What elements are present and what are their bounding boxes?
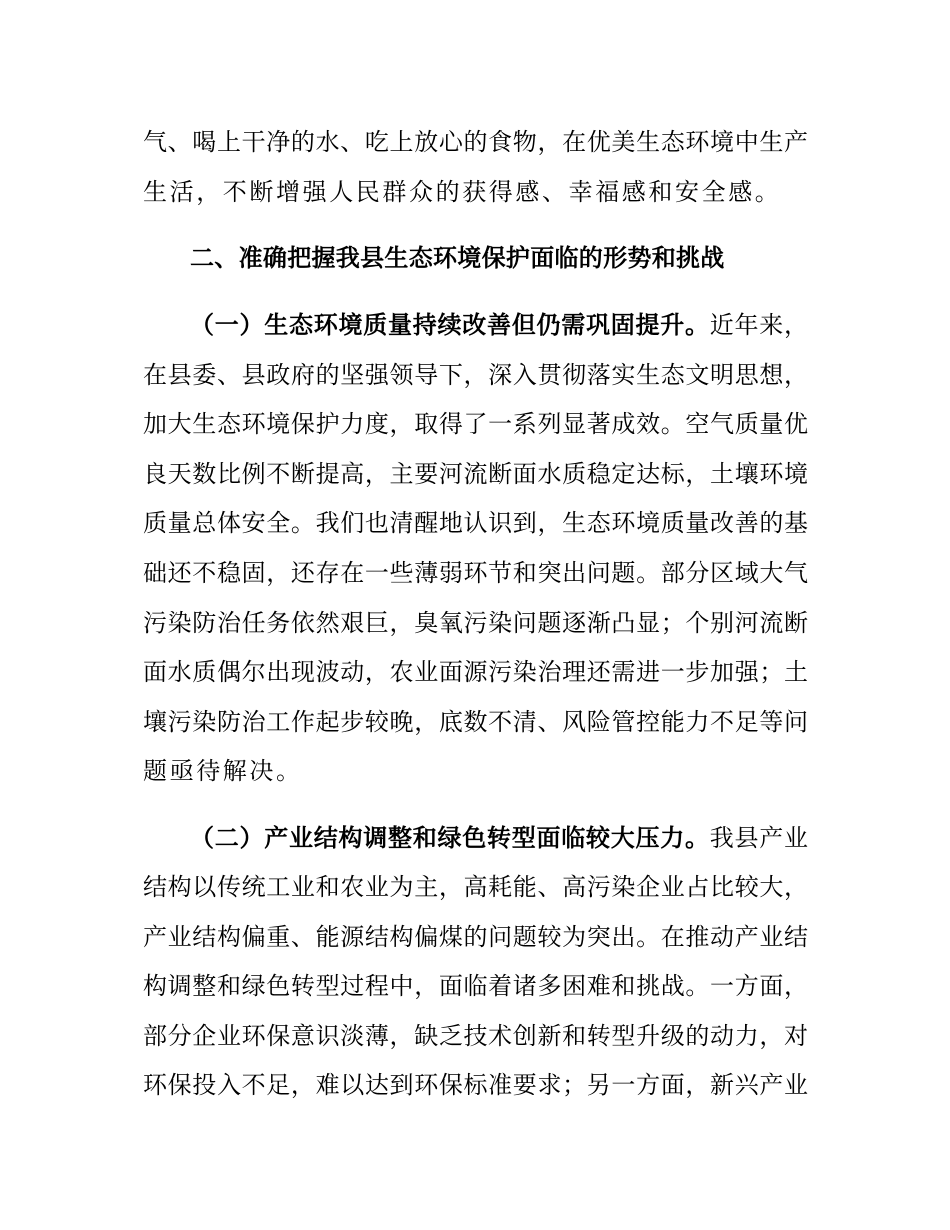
paragraph-line: 污染防治任务依然艰巨，臭氧污染问题逐渐凸显；个别河流断 (143, 609, 808, 637)
paragraph-line: 础还不稳固，还存在一些薄弱环节和突出问题。部分区域大气 (143, 559, 808, 587)
paragraph-line: 在县委、县政府的坚强领导下，深入贯彻落实生态文明思想， (143, 361, 808, 389)
paragraph-line: 环保投入不足，难以达到环保标准要求；另一方面，新兴产业 (143, 1071, 808, 1099)
section-heading: 二、准确把握我县生态环境保护面临的形势和挑战 (190, 243, 725, 272)
subsection-first-line-text: 近年来， (709, 311, 808, 339)
paragraph-line: 部分企业环保意识淡薄，缺乏技术创新和转型升级的动力，对 (143, 1022, 808, 1050)
paragraph-line: 良天数比例不断提高，主要河流断面水质稳定达标，土壤环境 (143, 460, 808, 488)
subsection-title: （二）产业结构调整和绿色转型面临较大压力。 (190, 823, 710, 852)
paragraph-line: 加大生态环境保护力度，取得了一系列显著成效。空气质量优 (143, 410, 808, 438)
paragraph-line: 生活，不断增强人民群众的获得感、幸福感和安全感。 (143, 178, 782, 206)
paragraph-line: 质量总体安全。我们也清醒地认识到，生态环境质量改善的基 (143, 509, 808, 537)
subsection-title: （一）生态环境质量持续改善但仍需巩固提升。 (190, 310, 710, 339)
paragraph-line: 气、喝上干净的水、吃上放心的食物，在优美生态环境中生产 (143, 128, 808, 156)
subsection-first-line-text: 我县产业 (709, 824, 808, 852)
paragraph-line: 壤污染防治工作起步较晚，底数不清、风险管控能力不足等问 (143, 708, 808, 736)
subsection-first-line (190, 818, 808, 858)
paragraph-line: 题亟待解决。 (143, 757, 303, 785)
paragraph-line: 结构以传统工业和农业为主，高耗能、高污染企业占比较大， (143, 873, 808, 901)
paragraph-line: 面水质偶尔出现波动，农业面源污染治理还需进一步加强；土 (143, 658, 808, 686)
subsection-first-line (190, 305, 808, 345)
paragraph-line: 产业结构偏重、能源结构偏煤的问题较为突出。在推动产业结 (143, 923, 808, 951)
paragraph-line: 构调整和绿色转型过程中，面临着诸多困难和挑战。一方面， (143, 972, 808, 1000)
